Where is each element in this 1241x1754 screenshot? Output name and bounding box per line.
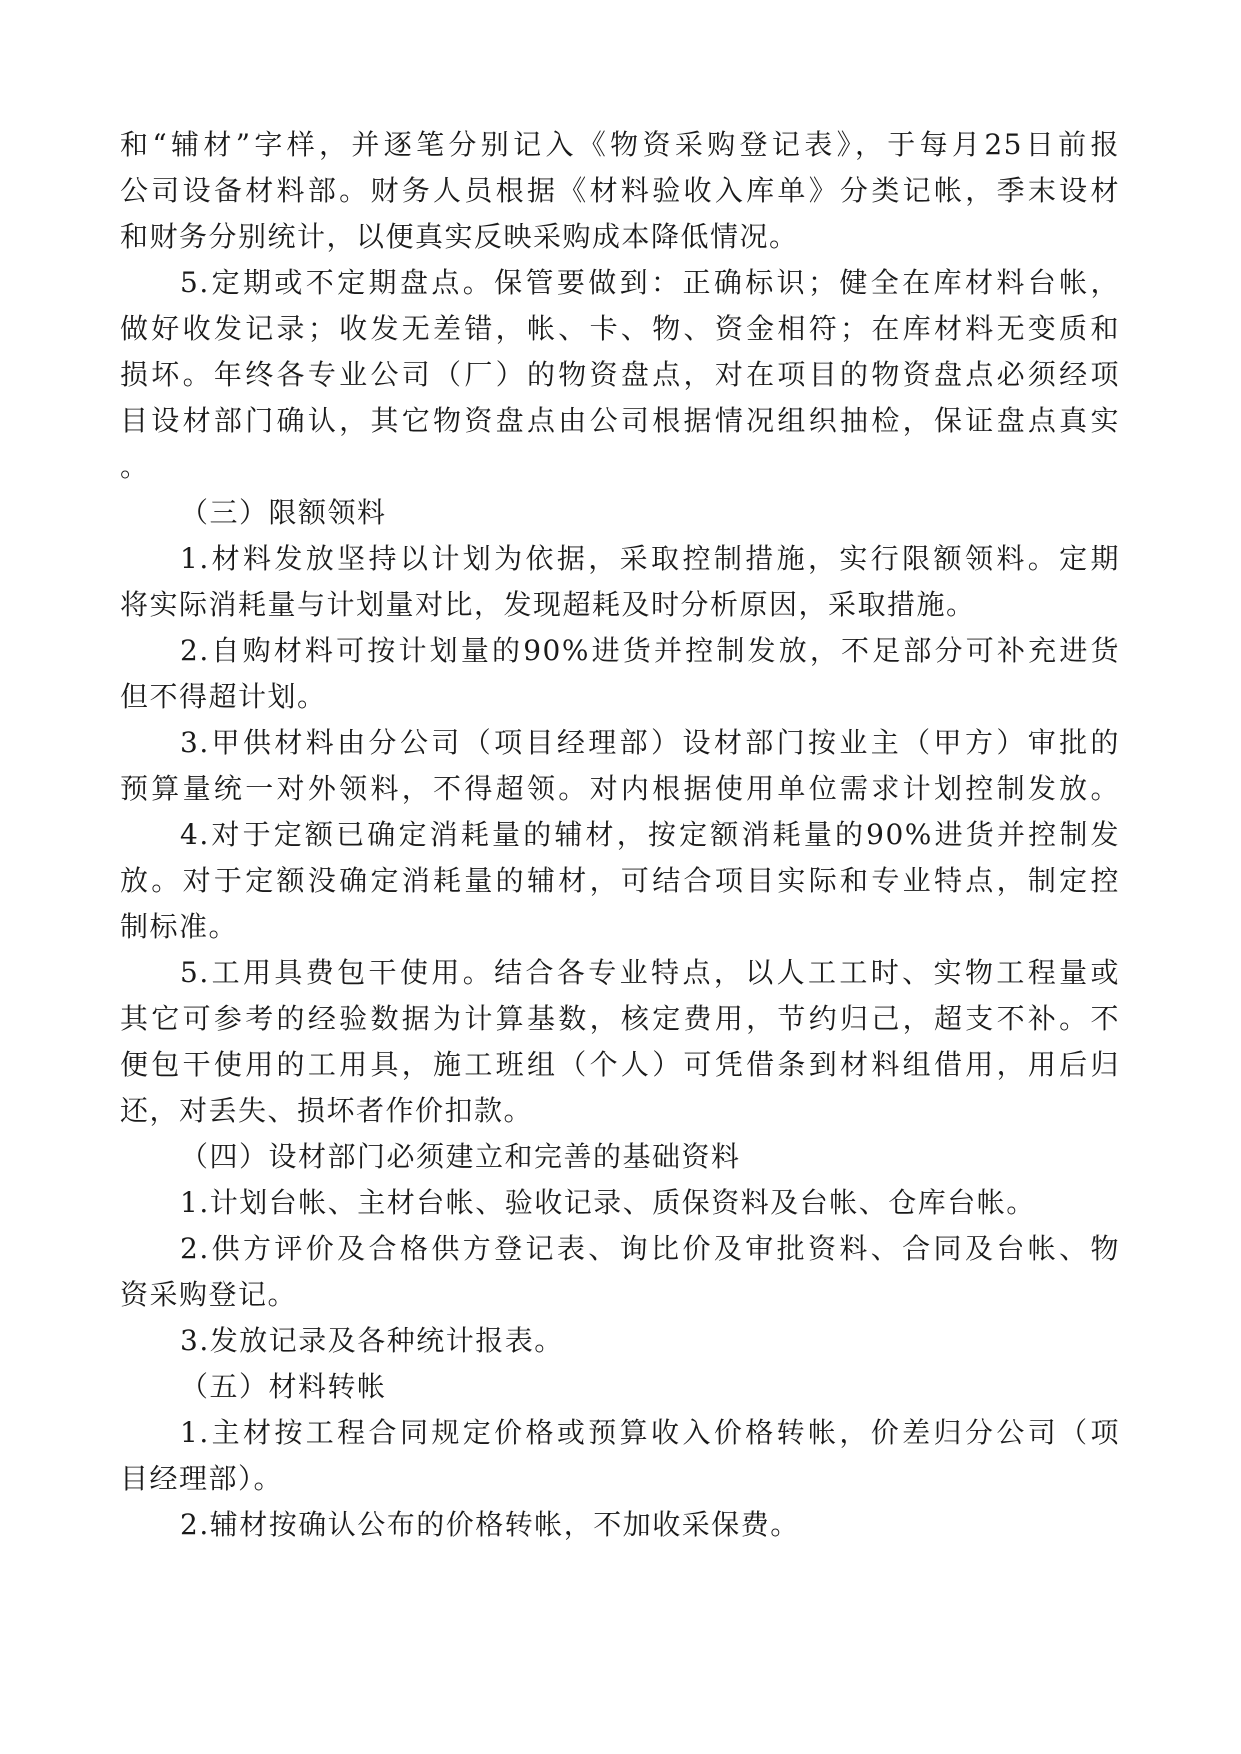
text-line: 和财务分别统计，以便真实反映采购成本降低情况。	[120, 220, 799, 253]
text-line: 预算量统一对外领料，不得超领。对内根据使用单位需求计划控制发放。	[120, 772, 1120, 805]
paragraph-start: 1.主材按工程合同规定价格或预算收入价格转帐，价差归分公司（项	[180, 1416, 1120, 1449]
text-line: 损坏。年终各专业公司（厂）的物资盘点，对在项目的物资盘点必须经项	[120, 358, 1120, 391]
text-line: 制标准。	[120, 910, 239, 943]
paragraph-start: 2.辅材按确认公布的价格转帐，不加收采保费。	[180, 1508, 800, 1541]
text-line: 还，对丢失、损坏者作价扣款。	[120, 1094, 534, 1127]
section-heading: （三）限额领料	[180, 496, 387, 529]
text-line: 其它可参考的经验数据为计算基数，核定费用，节约归己，超支不补。不	[120, 1002, 1120, 1035]
paragraph-start: 3.甲供材料由分公司（项目经理部）设材部门按业主（甲方）审批的	[180, 726, 1120, 759]
paragraph-start: 1.计划台帐、主材台帐、验收记录、质保资料及台帐、仓库台帐。	[180, 1186, 1036, 1219]
text-line: 但不得超计划。	[120, 680, 327, 713]
section-heading: （五）材料转帐	[180, 1370, 387, 1403]
text-line: 和“辅材”字样，并逐笔分别记入《物资采购登记表》，于每月25日前报	[120, 128, 1120, 161]
paragraph-start: 2.自购材料可按计划量的90%进货并控制发放，不足部分可补充进货	[180, 634, 1120, 667]
text-line: 目经理部）。	[120, 1462, 284, 1495]
text-line: 目设材部门确认，其它物资盘点由公司根据情况组织抽检，保证盘点真实	[120, 404, 1120, 437]
paragraph-start: 4.对于定额已确定消耗量的辅材，按定额消耗量的90%进货并控制发	[180, 818, 1120, 851]
paragraph-start: 2.供方评价及合格供方登记表、询比价及审批资料、合同及台帐、物	[180, 1232, 1120, 1265]
text-line: 将实际消耗量与计划量对比，发现超耗及时分析原因，采取措施。	[120, 588, 976, 621]
paragraph-start: 5.工用具费包干使用。结合各专业特点，以人工工时、实物工程量或	[180, 956, 1120, 989]
paragraph-start: 3.发放记录及各种统计报表。	[180, 1324, 564, 1357]
text-line: 放。对于定额没确定消耗量的辅材，可结合项目实际和专业特点，制定控	[120, 864, 1120, 897]
text-line: 资采购登记。	[120, 1278, 298, 1311]
text-line: 便包干使用的工用具，施工班组（个人）可凭借条到材料组借用，用后归	[120, 1048, 1120, 1081]
text-line: 做好收发记录；收发无差错，帐、卡、物、资金相符；在库材料无变质和	[120, 312, 1120, 345]
document-body	[120, 122, 1120, 1548]
section-heading: （四）设材部门必须建立和完善的基础资料	[180, 1140, 741, 1173]
text-line: 。	[120, 450, 150, 483]
text-line: 公司设备材料部。财务人员根据《材料验收入库单》分类记帐，季末设材	[120, 174, 1120, 207]
paragraph-start: 5.定期或不定期盘点。保管要做到：正确标识；健全在库材料台帐，	[180, 266, 1120, 299]
paragraph-start: 1.材料发放坚持以计划为依据，采取控制措施，实行限额领料。定期	[180, 542, 1120, 575]
